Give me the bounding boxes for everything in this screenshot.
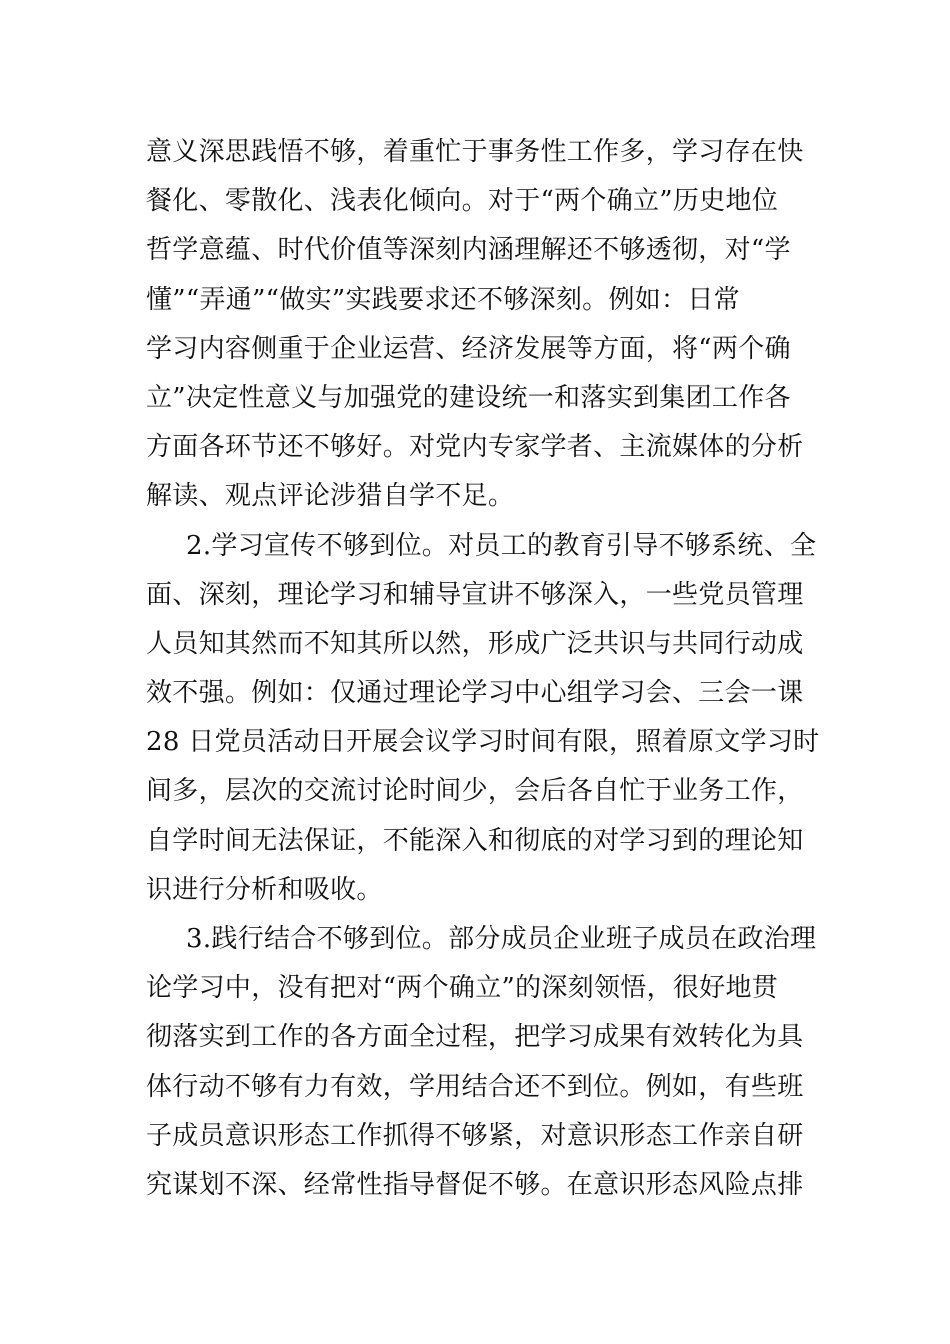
text-line: 立”决定性意义与加强党的建设统一和落实到集团工作各 xyxy=(146,382,791,413)
text-line: 彻落实到工作的各方面全过程，把学习成果有效转化为具 xyxy=(146,1022,804,1053)
text-line: 自学时间无法保证，不能深入和彻底的对学习到的理论知 xyxy=(146,825,804,856)
text-line: 体行动不够有力有效，学用结合还不到位。例如，有些班 xyxy=(146,1071,804,1102)
paragraph-2 xyxy=(146,522,820,916)
text-line: 学习内容侧重于企业运营、经济发展等方面，将“两个确 xyxy=(146,333,791,364)
text-line: 28 日党员活动日开展会议学习时间有限，照着原文学习时 xyxy=(146,727,820,758)
text-line: 识进行分析和吸收。 xyxy=(146,874,383,905)
text-line: 解读、观点评论涉猎自学不足。 xyxy=(146,481,515,512)
text-line: 人员知其然而不知其所以然，形成广泛共识与共同行动成 xyxy=(146,628,804,659)
paragraph-3 xyxy=(146,915,817,1210)
text-line: 面、深刻，理论学习和辅导宣讲不够深入，一些党员管理 xyxy=(146,579,804,610)
text-line: 懂”“弄通”“做实”实践要求还不够深刻。例如：日常 xyxy=(146,284,740,315)
paragraph-1 xyxy=(146,128,806,522)
text-line: 间多，层次的交流讨论时间少，会后各自忙于业务工作， xyxy=(146,776,804,807)
text-line: 论学习中，没有把对“两个确立”的深刻领悟，很好地贯 xyxy=(146,973,779,1004)
text-line: 意义深思践悟不够，着重忙于事务性工作多，学习存在快 xyxy=(146,137,804,167)
document-body xyxy=(146,128,820,1210)
text-line-indented: 2.学习宣传不够到位。对员工的教育引导不够系统、全 xyxy=(186,530,817,561)
text-line: 哲学意蕴、时代价值等深刻内涵理解还不够透彻，对“学 xyxy=(146,235,791,266)
text-line: 子成员意识形态工作抓得不够紧，对意识形态工作亲自研 xyxy=(146,1120,804,1151)
text-line: 方面各环节还不够好。对党内专家学者、主流媒体的分析 xyxy=(146,432,804,463)
text-line: 效不强。例如：仅通过理论学习中心组学习会、三会一课 xyxy=(146,678,804,709)
text-line: 餐化、零散化、浅表化倾向。对于“两个确立”历史地位 xyxy=(146,186,779,217)
text-line-indented: 3.践行结合不够到位。部分成员企业班子成员在政治理 xyxy=(186,924,817,954)
text-line: 究谋划不深、经常性指导督促不够。在意识形态风险点排 xyxy=(146,1169,804,1200)
